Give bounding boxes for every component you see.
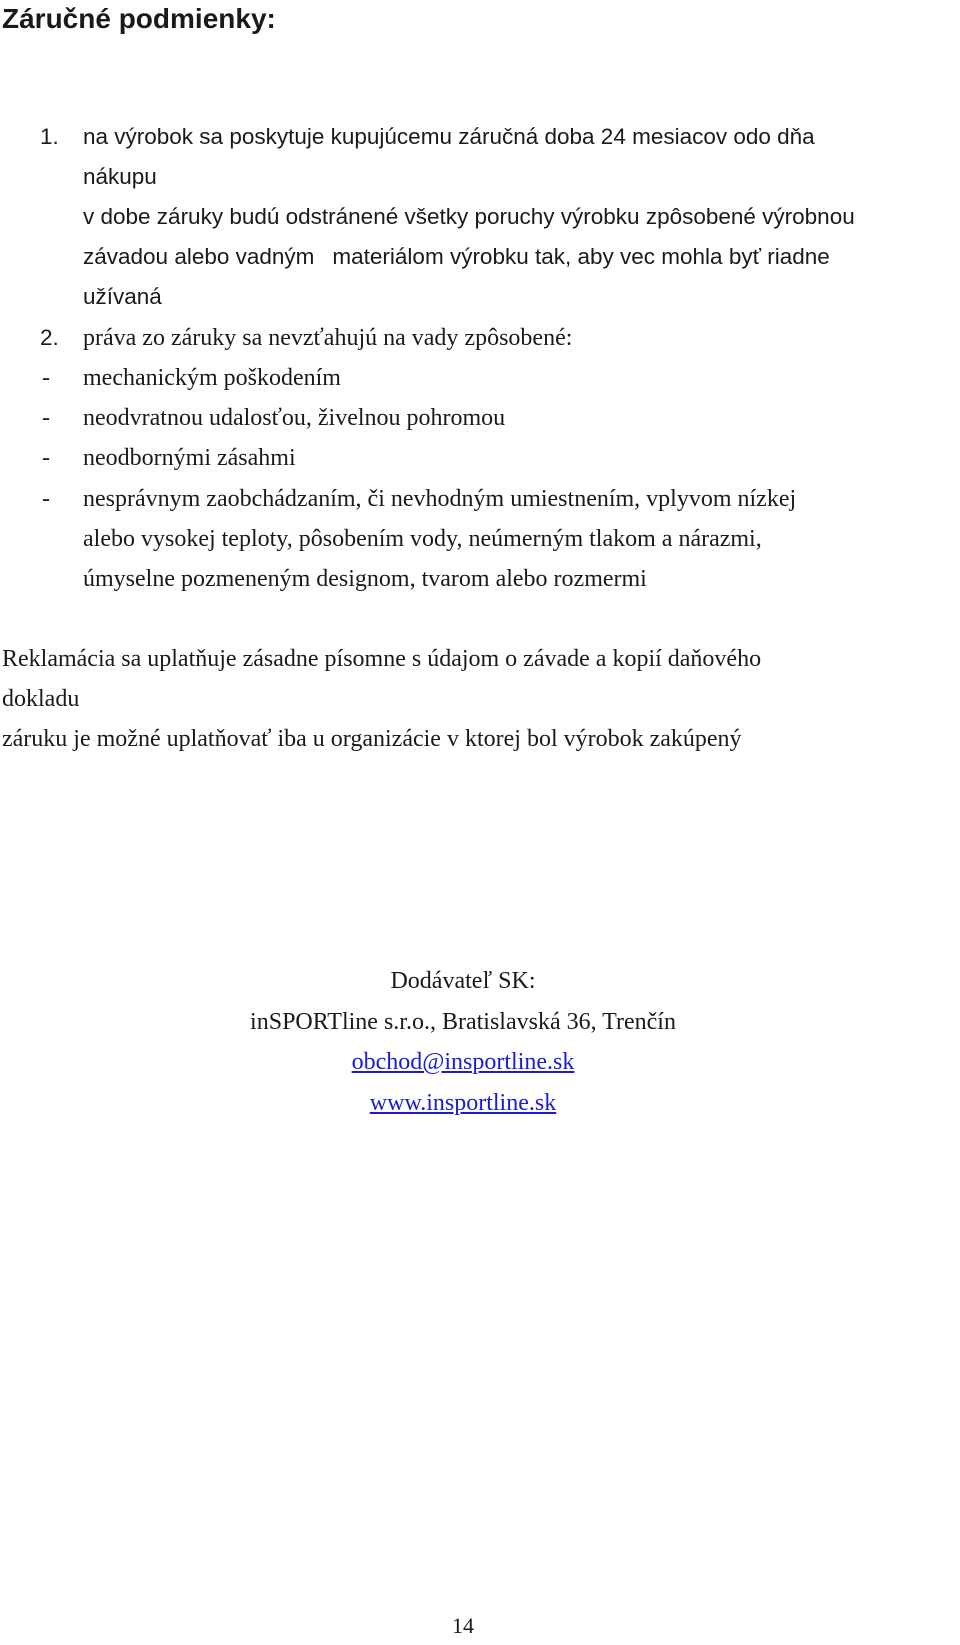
claim-line: záruku je možné uplatňovať iba u organizácie v ktorej bol výrobok zakúpený <box>2 726 742 752</box>
supplier-website-row <box>0 1087 926 1119</box>
bullet-item-continued: úmyselne pozmeneným designom, tvarom alebo rozmermi <box>83 566 647 592</box>
item-1-line: na výrobok sa poskytuje kupujúcemu záručná doba 24 mesiacov odo dňa <box>83 124 815 149</box>
item-2-number: 2. <box>40 325 59 350</box>
item-1-line: v dobe záruky budú odstránené všetky poruchy výrobku zpôsobené výrobnou <box>83 204 855 229</box>
bullet-dash: - <box>42 405 50 431</box>
bullet-item-continued: alebo vysokej teploty, pôsobením vody, neúmerným tlakom a nárazmi, <box>83 526 762 552</box>
bullet-dash: - <box>42 445 50 471</box>
supplier-company: inSPORTline s.r.o., Bratislavská 36, Trenčín <box>250 1009 676 1035</box>
bullet-item: neodvratnou udalosťou, živelnou pohromou <box>83 405 506 431</box>
supplier-label: Dodávateľ SK: <box>390 968 536 994</box>
bullet-dash: - <box>42 486 50 512</box>
bullet-item: mechanickým poškodením <box>83 365 341 391</box>
supplier-email-link[interactable]: obchod@insportline.sk <box>351 1049 575 1075</box>
supplier-email-row <box>0 1046 926 1078</box>
bullet-dash: - <box>42 365 50 391</box>
item-2-text: práva zo záruky sa nevzťahujú na vady zpôsobené: <box>83 325 573 351</box>
bullet-item: nesprávnym zaobchádzaním, či nevhodným umiestnením, vplyvom nízkej <box>83 486 797 512</box>
item-1-line: nákupu <box>83 164 157 189</box>
item-1-number: 1. <box>40 124 59 149</box>
claim-line: Reklamácia sa uplatňuje zásadne písomne s údajom o závade a kopií daňového <box>2 646 762 672</box>
page-title: Záručné podmienky: <box>2 3 276 34</box>
item-1-line-part: závadou alebo vadným <box>83 244 315 269</box>
claim-line: dokladu <box>2 686 80 712</box>
item-1-line-part: materiálom výrobku tak, aby vec mohla byť riadne <box>332 244 830 269</box>
item-1-line <box>83 241 830 273</box>
page-number: 14 <box>452 1613 474 1638</box>
bullet-item: neodbornými zásahmi <box>83 445 296 471</box>
item-1-line: užívaná <box>83 284 162 309</box>
supplier-website-link[interactable]: www.insportline.sk <box>369 1090 557 1116</box>
